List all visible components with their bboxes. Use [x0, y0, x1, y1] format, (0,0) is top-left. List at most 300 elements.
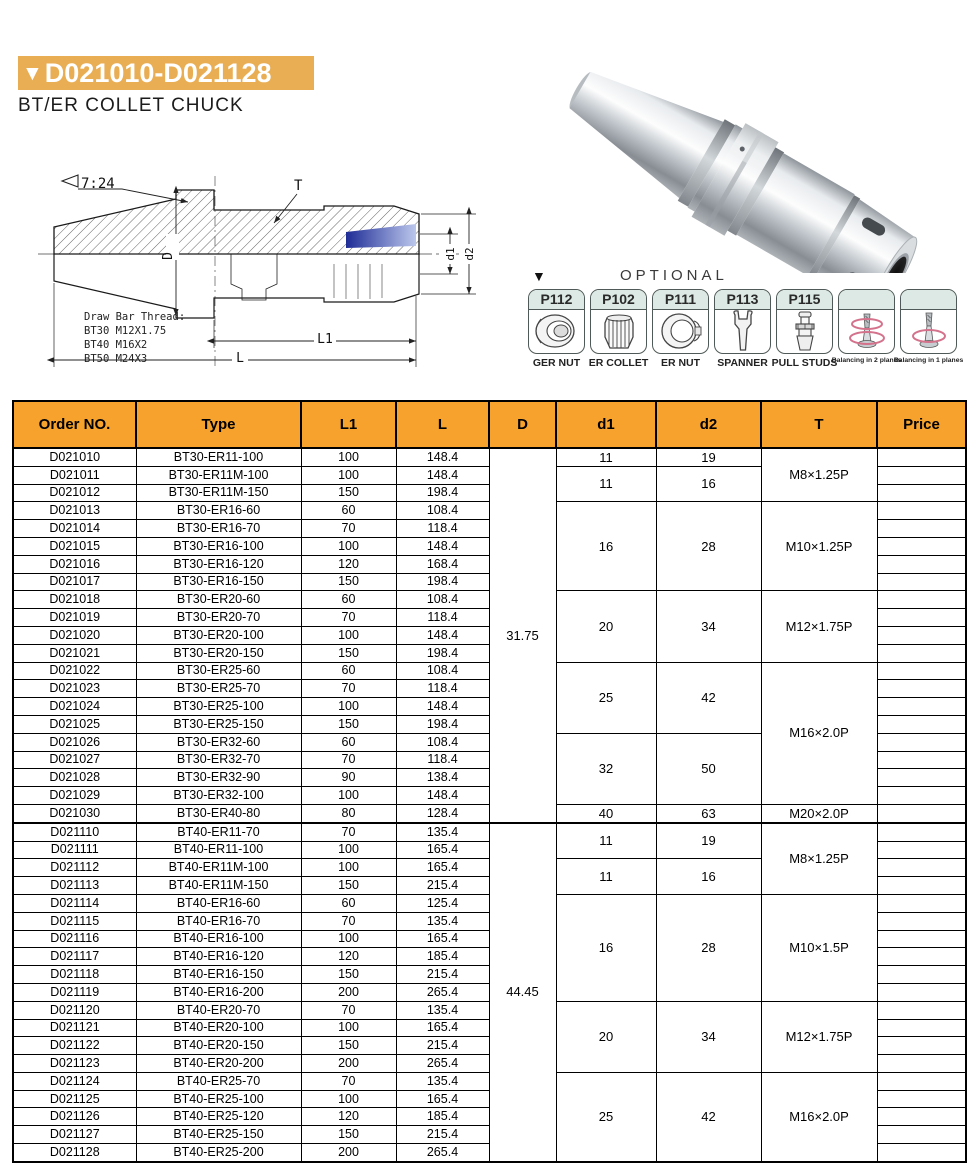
type-cell: BT30-ER16-60 — [136, 502, 301, 520]
d1-cell: 11 — [556, 859, 656, 895]
page-title: BT/ER COLLET CHUCK — [18, 95, 244, 116]
t-cell: M8×1.25P — [761, 823, 877, 895]
header-row — [13, 401, 966, 448]
type-cell: BT40-ER25-150 — [136, 1126, 301, 1144]
l1-cell: 100 — [301, 626, 396, 644]
l-cell: 168.4 — [396, 555, 489, 573]
l-cell: 165.4 — [396, 859, 489, 877]
order-cell: D021117 — [13, 948, 136, 966]
type-cell: BT40-ER25-120 — [136, 1108, 301, 1126]
d1-cell: 25 — [556, 662, 656, 733]
price-cell — [877, 733, 966, 751]
price-cell — [877, 573, 966, 591]
type-cell: BT40-ER11M-150 — [136, 877, 301, 895]
d1-cell: 20 — [556, 1001, 656, 1072]
type-cell: BT40-ER20-70 — [136, 1001, 301, 1019]
l1-cell: 100 — [301, 1019, 396, 1037]
dim-d2-label: d2 — [463, 247, 476, 261]
price-cell — [877, 448, 966, 466]
type-cell: BT30-ER20-100 — [136, 626, 301, 644]
l-cell: 185.4 — [396, 948, 489, 966]
card-code: P111 — [653, 290, 708, 310]
order-cell: D021022 — [13, 662, 136, 680]
col-l1: L1 — [301, 401, 396, 448]
order-cell: D021010 — [13, 448, 136, 466]
order-cell: D021020 — [13, 626, 136, 644]
price-cell — [877, 1090, 966, 1108]
product-photo — [552, 28, 972, 273]
order-cell: D021125 — [13, 1090, 136, 1108]
l-cell: 118.4 — [396, 680, 489, 698]
l1-cell: 60 — [301, 591, 396, 609]
l-cell: 185.4 — [396, 1108, 489, 1126]
col-price: Price — [877, 401, 966, 448]
optional-card-spanner — [714, 289, 771, 369]
price-cell — [877, 662, 966, 680]
l1-cell: 120 — [301, 1108, 396, 1126]
l1-cell: 70 — [301, 1072, 396, 1090]
type-cell: BT30-ER32-100 — [136, 787, 301, 805]
optional-section — [528, 266, 973, 388]
d2-cell: 16 — [656, 859, 761, 895]
card-code: P112 — [529, 290, 584, 310]
d2-cell: 28 — [656, 894, 761, 1001]
d2-cell: 19 — [656, 448, 761, 466]
l1-cell: 100 — [301, 466, 396, 484]
type-cell: BT30-ER25-60 — [136, 662, 301, 680]
spec-table — [12, 400, 967, 1163]
d2-cell: 50 — [656, 733, 761, 804]
nut-grip-lines — [334, 264, 382, 299]
price-cell — [877, 609, 966, 627]
price-cell — [877, 537, 966, 555]
type-cell: BT30-ER25-70 — [136, 680, 301, 698]
taper-label: 7:24 — [81, 176, 115, 192]
type-cell: BT30-ER32-70 — [136, 751, 301, 769]
price-cell — [877, 948, 966, 966]
card-label: ER COLLET — [588, 357, 649, 369]
order-cell: D021011 — [13, 466, 136, 484]
l1-cell: 200 — [301, 1055, 396, 1073]
l-cell: 165.4 — [396, 841, 489, 859]
t-cell: M8×1.25P — [761, 448, 877, 502]
order-cell: D021112 — [13, 859, 136, 877]
l-cell: 108.4 — [396, 662, 489, 680]
l-cell: 198.4 — [396, 715, 489, 733]
l1-cell: 70 — [301, 1001, 396, 1019]
l1-cell: 120 — [301, 555, 396, 573]
order-cell: D021113 — [13, 877, 136, 895]
svg-text:BT40 M16X2: BT40 M16X2 — [84, 339, 148, 351]
type-cell: BT30-ER25-100 — [136, 698, 301, 716]
l1-cell: 150 — [301, 1037, 396, 1055]
l1-cell: 150 — [301, 966, 396, 984]
optional-card-ger-nut — [528, 289, 585, 369]
price-cell — [877, 1001, 966, 1019]
l1-cell: 70 — [301, 823, 396, 841]
price-cell — [877, 1072, 966, 1090]
l-cell: 108.4 — [396, 591, 489, 609]
price-cell — [877, 555, 966, 573]
t-cell: M12×1.75P — [761, 591, 877, 662]
l-cell: 215.4 — [396, 1126, 489, 1144]
order-cell: D021017 — [13, 573, 136, 591]
optional-cards — [528, 289, 964, 369]
price-cell — [877, 894, 966, 912]
l1-cell: 150 — [301, 877, 396, 895]
l1-cell: 70 — [301, 751, 396, 769]
type-cell: BT40-ER20-100 — [136, 1019, 301, 1037]
type-cell: BT40-ER16-120 — [136, 948, 301, 966]
d1-cell: 20 — [556, 591, 656, 662]
d1-cell: 25 — [556, 1072, 656, 1161]
col-t: T — [761, 401, 877, 448]
d2-cell: 42 — [656, 1072, 761, 1161]
order-cell: D021126 — [13, 1108, 136, 1126]
l1-cell: 150 — [301, 573, 396, 591]
l-cell: 265.4 — [396, 983, 489, 1001]
l1-cell: 100 — [301, 930, 396, 948]
d1-cell: 32 — [556, 733, 656, 804]
card-label: ER NUT — [660, 357, 701, 369]
price-cell — [877, 680, 966, 698]
l-cell: 148.4 — [396, 448, 489, 466]
l1-cell: 90 — [301, 769, 396, 787]
l1-cell: 100 — [301, 787, 396, 805]
order-cell: D021023 — [13, 680, 136, 698]
l-cell: 148.4 — [396, 698, 489, 716]
l-cell: 135.4 — [396, 912, 489, 930]
type-cell: BT30-ER20-150 — [136, 644, 301, 662]
l1-cell: 100 — [301, 537, 396, 555]
dim-d1-label: d1 — [444, 247, 457, 261]
l1-cell: 60 — [301, 662, 396, 680]
price-cell — [877, 859, 966, 877]
order-cell: D021110 — [13, 823, 136, 841]
order-cell: D021114 — [13, 894, 136, 912]
l1-cell: 100 — [301, 841, 396, 859]
table-header — [13, 401, 966, 448]
l-cell: 148.4 — [396, 787, 489, 805]
optional-card-balancing-2 — [831, 289, 902, 369]
card-code: P115 — [777, 290, 832, 310]
price-cell — [877, 698, 966, 716]
type-cell: BT40-ER11-70 — [136, 823, 301, 841]
taper-symbol-icon — [62, 175, 78, 187]
price-cell — [877, 1019, 966, 1037]
type-cell: BT30-ER11M-150 — [136, 484, 301, 502]
type-cell: BT30-ER20-70 — [136, 609, 301, 627]
order-cell: D021026 — [13, 733, 136, 751]
price-cell — [877, 769, 966, 787]
l-cell: 215.4 — [396, 1037, 489, 1055]
card-code — [839, 290, 894, 310]
order-cell: D021016 — [13, 555, 136, 573]
l-cell: 165.4 — [396, 930, 489, 948]
d2-cell: 19 — [656, 823, 761, 859]
card-label: Balancing in 2 planes — [831, 357, 902, 364]
triangle-marker-icon: ▼ — [22, 61, 43, 85]
l1-cell: 70 — [301, 609, 396, 627]
technical-drawing — [26, 148, 494, 383]
order-cell: D021123 — [13, 1055, 136, 1073]
dim-L-label: L — [236, 351, 244, 366]
t-cell: M16×2.0P — [761, 1072, 877, 1161]
price-cell — [877, 1037, 966, 1055]
l-cell: 165.4 — [396, 1019, 489, 1037]
l-cell: 135.4 — [396, 1001, 489, 1019]
order-cell: D021111 — [13, 841, 136, 859]
l-cell: 108.4 — [396, 502, 489, 520]
drawbar-thread-note — [84, 311, 185, 365]
d2-cell: 42 — [656, 662, 761, 733]
price-cell — [877, 751, 966, 769]
type-cell: BT30-ER40-80 — [136, 804, 301, 822]
er-nut-icon — [656, 311, 706, 351]
spanner-icon — [718, 310, 768, 352]
d1-cell: 40 — [556, 804, 656, 822]
order-cell: D021119 — [13, 983, 136, 1001]
svg-text:BT30 M12X1.75: BT30 M12X1.75 — [84, 325, 167, 337]
type-cell: BT30-ER11-100 — [136, 448, 301, 466]
order-cell: D021122 — [13, 1037, 136, 1055]
l-cell: 118.4 — [396, 520, 489, 538]
optional-card-er-nut — [652, 289, 709, 369]
type-cell: BT40-ER16-150 — [136, 966, 301, 984]
order-cell: D021025 — [13, 715, 136, 733]
price-cell — [877, 1055, 966, 1073]
order-cell: D021030 — [13, 804, 136, 822]
l1-cell: 70 — [301, 912, 396, 930]
l-cell: 125.4 — [396, 894, 489, 912]
card-label: PULL STUDS — [771, 357, 838, 369]
order-cell: D021115 — [13, 912, 136, 930]
table-row — [13, 823, 966, 841]
l1-cell: 120 — [301, 948, 396, 966]
type-cell: BT30-ER16-150 — [136, 573, 301, 591]
col-type: Type — [136, 401, 301, 448]
l1-cell: 150 — [301, 484, 396, 502]
price-cell — [877, 983, 966, 1001]
balancing-1-plane-icon — [904, 310, 954, 352]
triangle-marker-icon: ▼ — [532, 268, 546, 284]
optional-card-pull-studs — [771, 289, 838, 369]
card-code — [901, 290, 956, 310]
col-d1: d1 — [556, 401, 656, 448]
l1-cell: 150 — [301, 715, 396, 733]
price-cell — [877, 823, 966, 841]
l1-cell: 60 — [301, 733, 396, 751]
price-cell — [877, 502, 966, 520]
l1-cell: 80 — [301, 804, 396, 822]
svg-text:BT50 M24X3: BT50 M24X3 — [84, 353, 148, 365]
l1-cell: 60 — [301, 894, 396, 912]
l-cell: 138.4 — [396, 769, 489, 787]
t-cell: M12×1.75P — [761, 1001, 877, 1072]
type-cell: BT40-ER25-100 — [136, 1090, 301, 1108]
d1-cell: 11 — [556, 823, 656, 859]
type-cell: BT30-ER25-150 — [136, 715, 301, 733]
order-cell: D021128 — [13, 1144, 136, 1162]
d2-cell: 63 — [656, 804, 761, 822]
card-code: P113 — [715, 290, 770, 310]
order-cell: D021029 — [13, 787, 136, 805]
order-cell: D021120 — [13, 1001, 136, 1019]
l1-cell: 100 — [301, 859, 396, 877]
l-cell: 215.4 — [396, 966, 489, 984]
order-cell: D021118 — [13, 966, 136, 984]
type-cell: BT40-ER16-100 — [136, 930, 301, 948]
l-cell: 128.4 — [396, 804, 489, 822]
t-cell: M20×2.0P — [761, 804, 877, 822]
price-cell — [877, 841, 966, 859]
type-cell: BT40-ER16-70 — [136, 912, 301, 930]
d2-cell: 34 — [656, 591, 761, 662]
l1-cell: 100 — [301, 1090, 396, 1108]
type-cell: BT30-ER32-90 — [136, 769, 301, 787]
l-cell: 135.4 — [396, 823, 489, 841]
order-cell: D021015 — [13, 537, 136, 555]
order-cell: D021018 — [13, 591, 136, 609]
col-d: D — [489, 401, 556, 448]
card-code: P102 — [591, 290, 646, 310]
d1-cell: 16 — [556, 894, 656, 1001]
t-cell: M10×1.25P — [761, 502, 877, 591]
t-cell: M16×2.0P — [761, 662, 877, 804]
bore-cavity — [231, 254, 277, 300]
l1-cell: 150 — [301, 644, 396, 662]
pull-stud-icon — [780, 310, 830, 352]
dim-D-label: D — [161, 252, 176, 260]
l-cell: 148.4 — [396, 466, 489, 484]
type-cell: BT40-ER25-70 — [136, 1072, 301, 1090]
l1-cell: 70 — [301, 520, 396, 538]
type-cell: BT40-ER20-200 — [136, 1055, 301, 1073]
t-cell: M10×1.5P — [761, 894, 877, 1001]
l-cell: 118.4 — [396, 751, 489, 769]
balancing-2-planes-icon — [842, 310, 892, 352]
l-cell: 165.4 — [396, 1090, 489, 1108]
d-cell: 31.75 — [489, 448, 556, 823]
l1-cell: 200 — [301, 1144, 396, 1162]
section-lower — [54, 254, 419, 318]
l-cell: 215.4 — [396, 877, 489, 895]
price-cell — [877, 966, 966, 984]
svg-text:Draw Bar Thread:: Draw Bar Thread: — [84, 311, 186, 323]
price-cell — [877, 1108, 966, 1126]
er-collet-icon — [594, 311, 644, 351]
l1-cell: 200 — [301, 983, 396, 1001]
type-cell: BT30-ER16-100 — [136, 537, 301, 555]
type-cell: BT30-ER20-60 — [136, 591, 301, 609]
l-cell: 148.4 — [396, 626, 489, 644]
price-cell — [877, 644, 966, 662]
price-cell — [877, 715, 966, 733]
d1-cell: 11 — [556, 466, 656, 502]
price-cell — [877, 466, 966, 484]
spec-table-wrap — [12, 400, 967, 1163]
l-cell: 198.4 — [396, 573, 489, 591]
type-cell: BT30-ER11M-100 — [136, 466, 301, 484]
price-cell — [877, 787, 966, 805]
section-bt40 — [13, 823, 966, 1162]
l1-cell: 100 — [301, 448, 396, 466]
type-cell: BT40-ER16-200 — [136, 983, 301, 1001]
type-cell: BT40-ER20-150 — [136, 1037, 301, 1055]
price-cell — [877, 877, 966, 895]
l-cell: 135.4 — [396, 1072, 489, 1090]
order-cell: D021019 — [13, 609, 136, 627]
optional-title: OPTIONAL — [620, 267, 728, 284]
l-cell: 148.4 — [396, 537, 489, 555]
l-cell: 108.4 — [396, 733, 489, 751]
order-cell: D021014 — [13, 520, 136, 538]
type-cell: BT40-ER11-100 — [136, 841, 301, 859]
dim-L1-label: L1 — [317, 332, 333, 347]
card-label: SPANNER — [717, 357, 768, 369]
l1-cell: 100 — [301, 698, 396, 716]
price-cell — [877, 1144, 966, 1162]
type-cell: BT40-ER11M-100 — [136, 859, 301, 877]
l-cell: 118.4 — [396, 609, 489, 627]
order-cell: D021013 — [13, 502, 136, 520]
type-cell: BT30-ER16-70 — [136, 520, 301, 538]
order-cell: D021021 — [13, 644, 136, 662]
price-cell — [877, 804, 966, 822]
l-cell: 198.4 — [396, 484, 489, 502]
col-order-no: Order NO. — [13, 401, 136, 448]
series-banner — [18, 56, 314, 90]
l-cell: 265.4 — [396, 1055, 489, 1073]
d2-cell: 16 — [656, 466, 761, 502]
order-cell: D021024 — [13, 698, 136, 716]
order-cell: D021027 — [13, 751, 136, 769]
order-cell: D021124 — [13, 1072, 136, 1090]
price-cell — [877, 484, 966, 502]
d2-cell: 28 — [656, 502, 761, 591]
type-cell: BT30-ER16-120 — [136, 555, 301, 573]
col-d2: d2 — [656, 401, 761, 448]
price-cell — [877, 930, 966, 948]
table-row — [13, 448, 966, 466]
order-cell: D021121 — [13, 1019, 136, 1037]
section-bt30 — [13, 448, 966, 823]
order-cell: D021012 — [13, 484, 136, 502]
optional-card-balancing-1 — [893, 289, 964, 369]
price-cell — [877, 912, 966, 930]
type-cell: BT30-ER32-60 — [136, 733, 301, 751]
col-l: L — [396, 401, 489, 448]
order-cell: D021028 — [13, 769, 136, 787]
d-cell: 44.45 — [489, 823, 556, 1162]
price-cell — [877, 591, 966, 609]
d1-cell: 11 — [556, 448, 656, 466]
dim-T-label: T — [294, 178, 303, 194]
l-cell: 198.4 — [396, 644, 489, 662]
l-cell: 265.4 — [396, 1144, 489, 1162]
l1-cell: 150 — [301, 1126, 396, 1144]
type-cell: BT40-ER16-60 — [136, 894, 301, 912]
price-cell — [877, 1126, 966, 1144]
price-cell — [877, 520, 966, 538]
optional-card-er-collet — [590, 289, 647, 369]
l1-cell: 60 — [301, 502, 396, 520]
series-range: D021010-D021128 — [44, 57, 272, 88]
card-label: Balancing in 1 planes — [893, 357, 964, 364]
l1-cell: 70 — [301, 680, 396, 698]
order-cell: D021116 — [13, 930, 136, 948]
card-label: GER NUT — [532, 357, 581, 369]
